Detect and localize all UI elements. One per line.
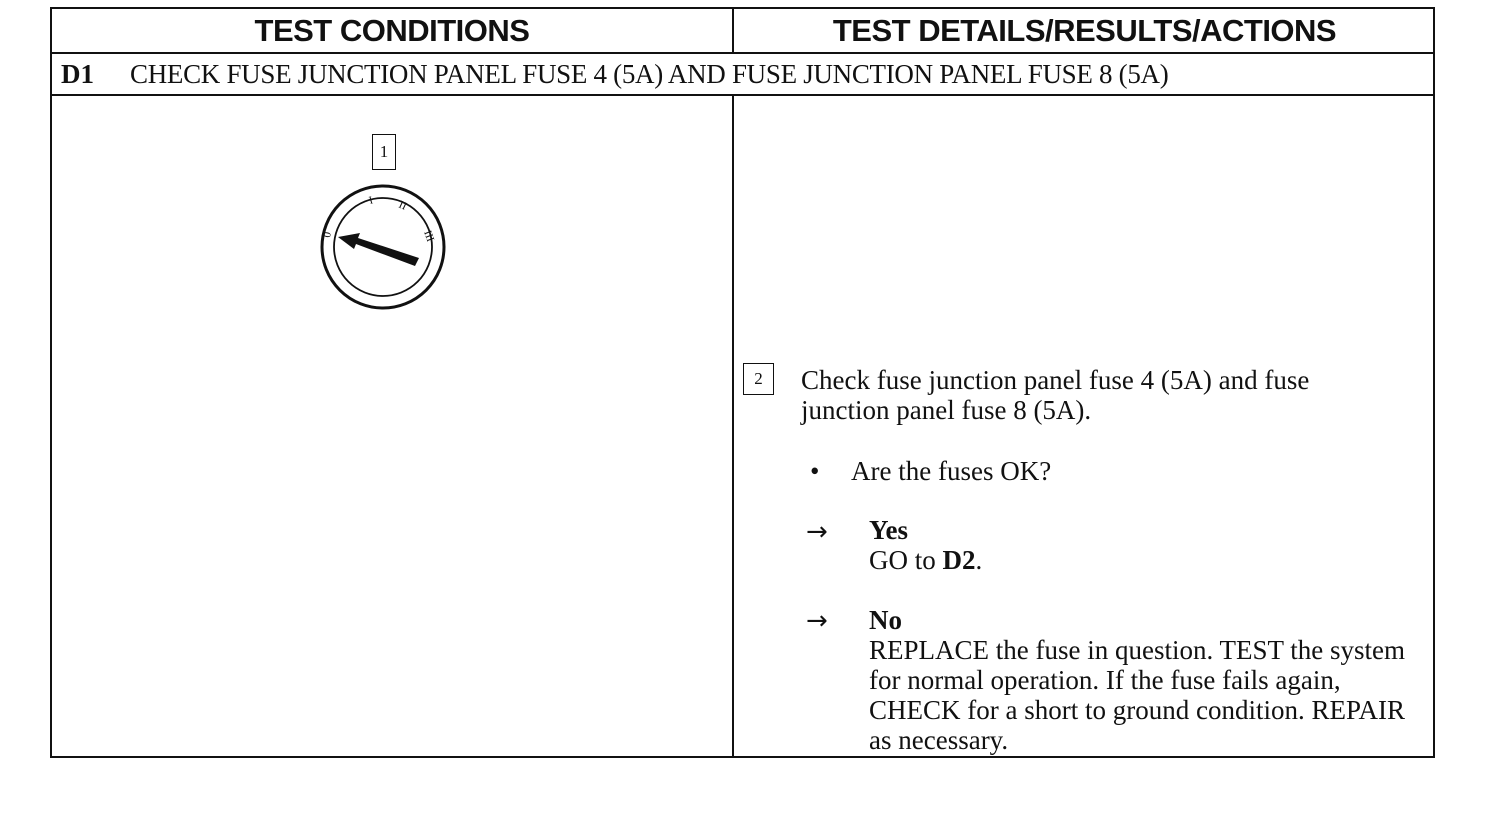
arrow-right-icon: → [806, 606, 828, 636]
yes-action-target: D2 [942, 545, 976, 575]
header-test-details: TEST DETAILS/RESULTS/ACTIONS [832, 12, 1337, 48]
dial-mark-2: II [396, 198, 409, 213]
header-test-conditions: TEST CONDITIONS [254, 12, 530, 48]
instruction-text: Check fuse junction panel fuse 4 (5A) and fuse junction panel fuse 8 (5A). [801, 365, 1310, 425]
diagnostic-table [50, 7, 1435, 758]
ignition-switch-dial-icon [318, 182, 448, 312]
callout-2: 2 [743, 363, 774, 395]
yes-action [869, 545, 982, 575]
yes-action-suffix: . [975, 545, 983, 575]
dial-mark-3: III [421, 228, 437, 244]
dial-mark-1: I [367, 194, 375, 207]
step-title-row [52, 54, 1433, 96]
callout-1: 1 [372, 134, 396, 170]
table-header-row [52, 9, 1433, 54]
step-id: D1 [61, 59, 94, 89]
step-title: CHECK FUSE JUNCTION PANEL FUSE 4 (5A) AND FUSE JUNCTION PANEL FUSE 8 (5A) [130, 59, 1169, 89]
yes-action-prefix: GO to [869, 545, 943, 575]
arrow-right-icon: → [806, 517, 828, 547]
yes-label: Yes [869, 515, 908, 545]
bullet: • [810, 456, 820, 486]
question-text: Are the fuses OK? [851, 456, 1052, 486]
no-action: REPLACE the fuse in question. TEST the system for normal operation. If the fuse fails again, CHECK for a short to ground condition. REPAIR as necessary. [869, 635, 1405, 755]
column-divider [732, 9, 734, 54]
dial-mark-0: 0 [321, 231, 334, 239]
no-label: No [869, 605, 902, 635]
column-divider [732, 96, 734, 758]
